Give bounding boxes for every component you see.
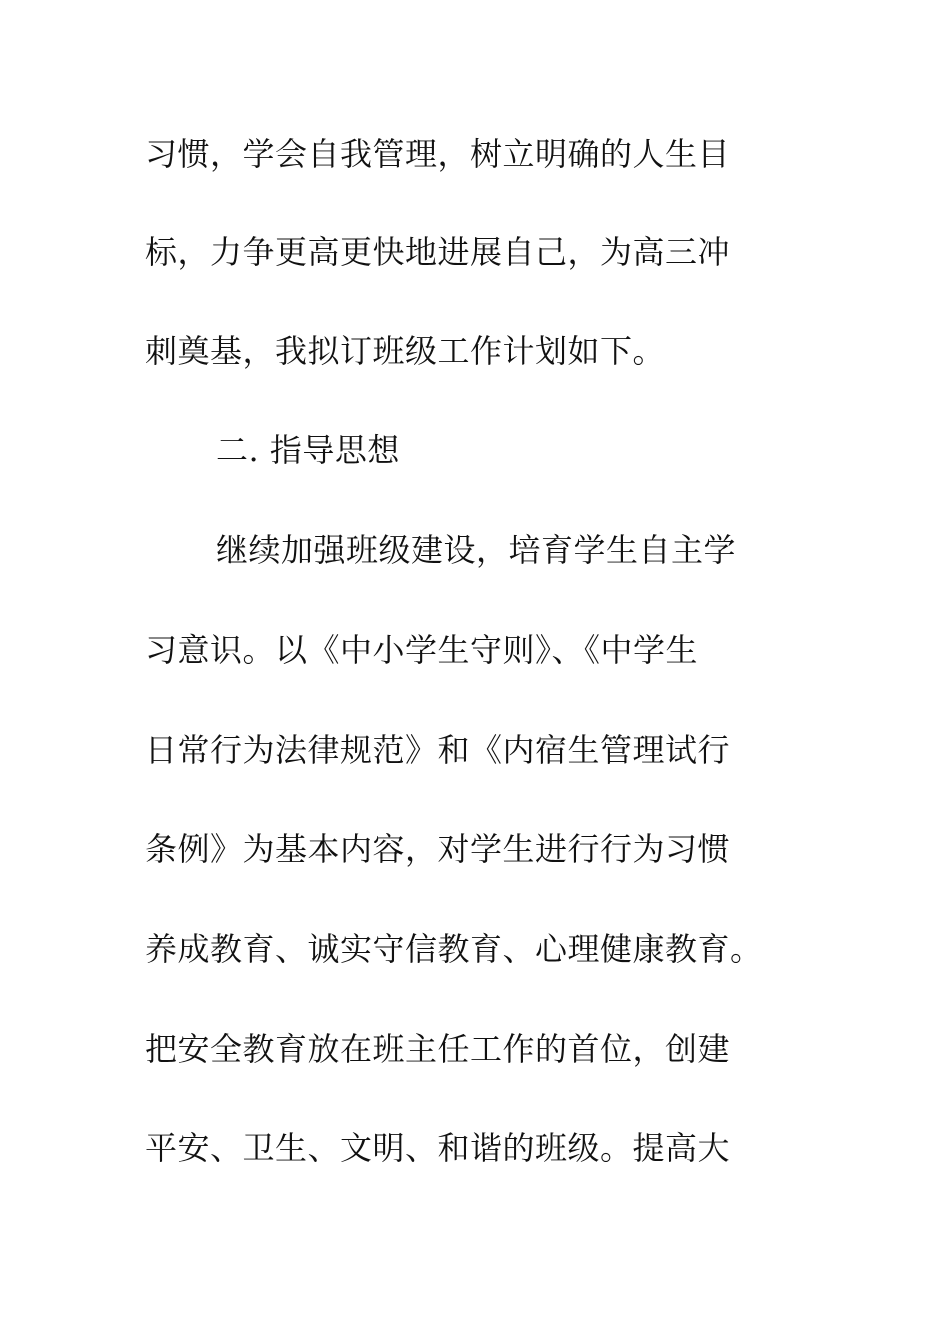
paragraph-line: 平安、卫生、文明、和谐的班级。提高大	[145, 1129, 731, 1167]
paragraph-line: 习意识。以《中小学生守则》、《中学生	[145, 631, 699, 669]
paragraph-line: 日常行为法律规范》和《内宿生管理试行	[145, 731, 731, 769]
paragraph-line: 习惯，学会自我管理，树立明确的人生目	[145, 135, 731, 173]
paragraph-line: 刺奠基，我拟订班级工作计划如下。	[145, 332, 666, 370]
paragraph-line: 条例》为基本内容，对学生进行行为习惯	[145, 830, 731, 868]
section-heading: 二. 指导思想	[216, 431, 400, 469]
paragraph-line: 养成教育、诚实守信教育、心理健康教育。	[145, 930, 763, 968]
paragraph-line: 标，力争更高更快地进展自己，为高三冲	[145, 233, 731, 271]
paragraph-line: 继续加强班级建设，培育学生自主学	[216, 531, 737, 569]
paragraph-line: 把安全教育放在班主任工作的首位，创建	[145, 1030, 731, 1068]
